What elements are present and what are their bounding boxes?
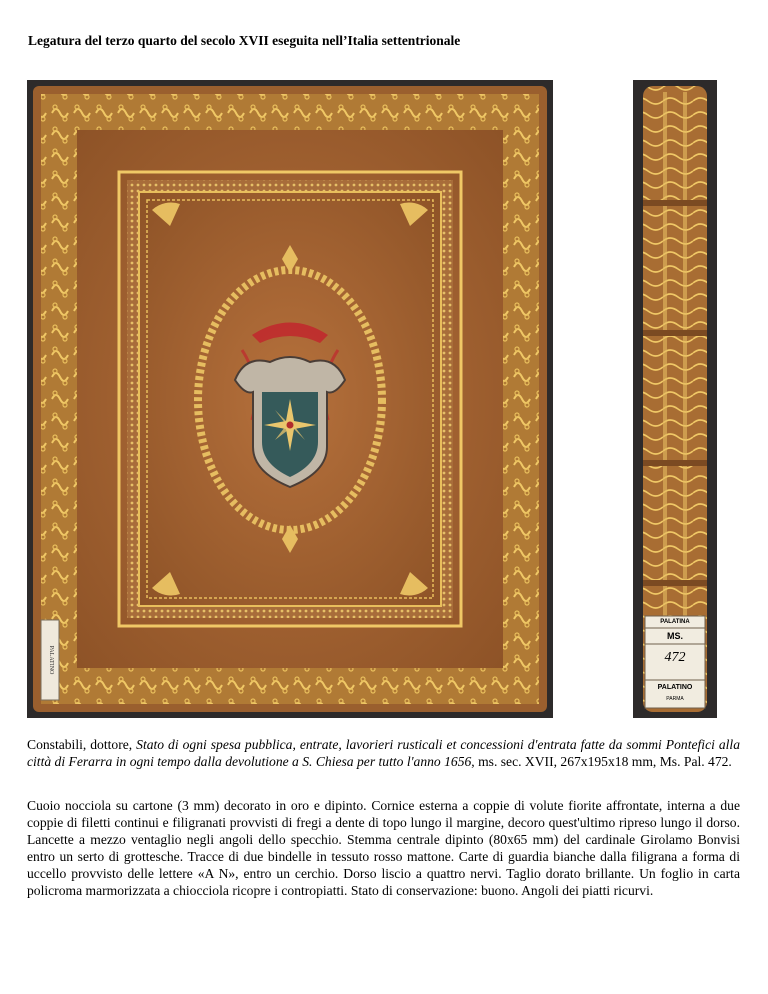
spine-label-bottom2: PARMA xyxy=(666,696,684,702)
caption-title: Stato di ogni spesa pubblica, entrate, lavorieri rusticali et concessioni d'entrata fatte da sommi Pontefici alla città di Ferarra in ogni tempo dalla devolutione a S. Chiesa per tutto l'anno 1656 xyxy=(27,737,740,769)
spine-label-top: PALATINA xyxy=(660,619,690,625)
spine-label-bottom1: PALATINO xyxy=(657,684,693,691)
caption xyxy=(27,736,740,770)
caption-details: , ms. sec. XVII, 267x195x18 mm, Ms. Pal. 472. xyxy=(471,754,732,769)
spine-label-number: 472 xyxy=(664,650,686,665)
binding-description: Cuoio nocciola su cartone (3 mm) decorato in oro e dipinto. Cornice esterna a coppie di volute fiorite affrontate, interna a due coppie di filetti continui e filigranati provvisti di fregi a dente di topo lungo il margine, decoro quest'ultimo ripreso lungo il dorso. Lancette a mezzo ventaglio negli angoli dello specchio. Stemma centrale dipinto (80x65 mm) del cardinale Girolamo Bonvisi entro un serto di grottesche. Tracce di due bindelle in tessuto rosso mattone. Carte di guardia bianche dalla filigrana a forma di uccello provvisto delle lettere «A N», entro un cerchio. Dorso liscio a quattro nervi. Taglio dorato brillante. Un foglio in carta policroma marmorizzata a chiocciola ricopre i contropiatti. Stato di conservazione: buono. Angoli dei piatti ricurvi. xyxy=(27,798,740,898)
caption-author: Constabili, dottore, xyxy=(27,737,137,752)
svg-text:PALATINO: PALATINO xyxy=(48,645,54,675)
spine-label-ms: MS. xyxy=(666,631,683,641)
book-cover-image xyxy=(27,80,553,718)
page-heading: Legatura del terzo quarto del secolo XVII eseguita nell’Italia settentrionale xyxy=(28,33,461,48)
